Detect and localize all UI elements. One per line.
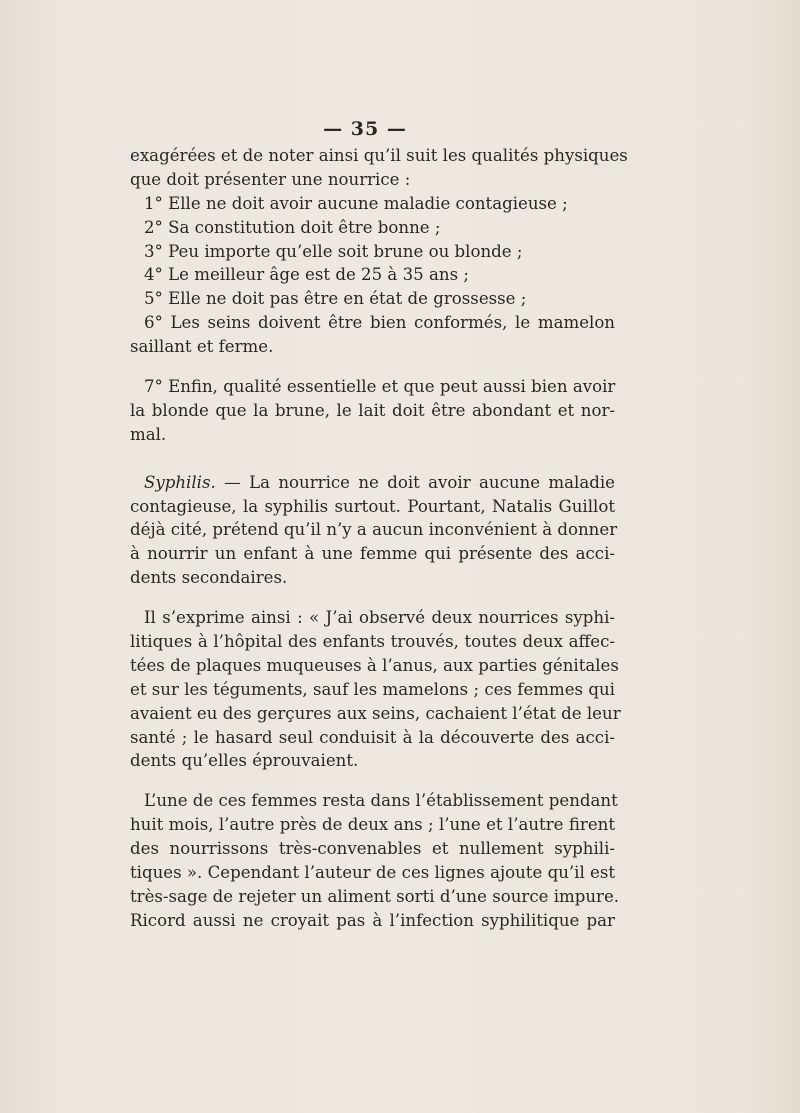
text-line: à nourrir un enfant à une femme qui présente des acci- [130, 544, 615, 564]
text-line: exagérées et de noter ainsi qu’il suit les qualités physiques [130, 146, 628, 165]
text-line: déjà cité, prétend qu’il n’y a aucun inconvénient à donner [130, 520, 618, 540]
text-line: avaient eu des gerçures aux seins, cachaient l’état de leur [130, 703, 621, 723]
paragraph-quotation [130, 606, 621, 773]
text-line: Il s’exprime ainsi : « J’ai observé deux nourrices syphi- [144, 608, 615, 628]
list-item: 4° Le meilleur âge est de 25 à 35 ans ; [144, 265, 469, 285]
text-line: la blonde que la brune, le lait doit être abondant et nor- [130, 400, 615, 420]
text-line: tiques ». Cependant l’auteur de ces lignes ajoute qu’il est [130, 863, 616, 883]
paragraph-continuation [130, 789, 620, 932]
paragraph-gap [130, 590, 615, 606]
text-line: mal. [130, 424, 167, 444]
list-item: 7° Enfin, qualité essentielle et que peut aussi bien avoir [144, 377, 616, 397]
text-line [130, 471, 615, 495]
text-line: saillant et ferme. [130, 337, 274, 357]
text-line: L’une de ces femmes resta dans l’établissement pendant [144, 791, 618, 811]
text-line: santé ; le hasard seul conduisit à la découverte des acci- [130, 727, 615, 747]
paragraph-seventh-quality [130, 375, 615, 447]
text-line: dents qu’elles éprouvaient. [130, 751, 359, 771]
text-line: contagieuse, la syphilis surtout. Pourtant, Natalis Guillot [130, 496, 615, 516]
text-line: litiques à l’hôpital des enfants trouvés, toutes deux affec- [130, 632, 615, 652]
paragraph-gap [130, 773, 615, 789]
text-line: très-sage de rejeter un aliment sorti d’une source impure. [130, 886, 620, 906]
section-gap [130, 447, 615, 471]
body-text [130, 144, 628, 933]
text-line: et sur les téguments, sauf les mamelons ; ces femmes qui [130, 679, 615, 699]
text-line-rest: — La nourrice ne doit avoir aucune maladie [215, 472, 615, 492]
list-item: 1° Elle ne doit avoir aucune maladie contagieuse ; [144, 193, 568, 213]
text-line: Ricord aussi ne croyait pas à l’infection syphilitique par [130, 910, 615, 930]
page-number: — 35 — [323, 118, 407, 140]
list-item: 5° Elle ne doit pas être en état de grossesse ; [144, 289, 527, 309]
section-heading-syphilis: Syphilis. [144, 472, 216, 492]
paragraph-syphilis [130, 471, 618, 590]
paragraph-qualities-list [130, 192, 615, 359]
text-line: tées de plaques muqueuses à l’anus, aux parties génitales [130, 655, 619, 675]
paragraph-intro [130, 144, 628, 192]
text-line: dents secondaires. [130, 568, 288, 588]
paragraph-gap [130, 359, 615, 375]
text-line: que doit présenter une nourrice : [130, 169, 411, 189]
list-item: 3° Peu importe qu’elle soit brune ou blonde ; [144, 241, 523, 261]
list-item: 6° Les seins doivent être bien conformés, le mamelon [144, 313, 615, 333]
text-line: huit mois, l’autre près de deux ans ; l’une et l’autre firent [130, 815, 615, 835]
list-item: 2° Sa constitution doit être bonne ; [144, 217, 441, 237]
text-line: des nourrissons très-convenables et nullement syphili- [130, 839, 615, 859]
